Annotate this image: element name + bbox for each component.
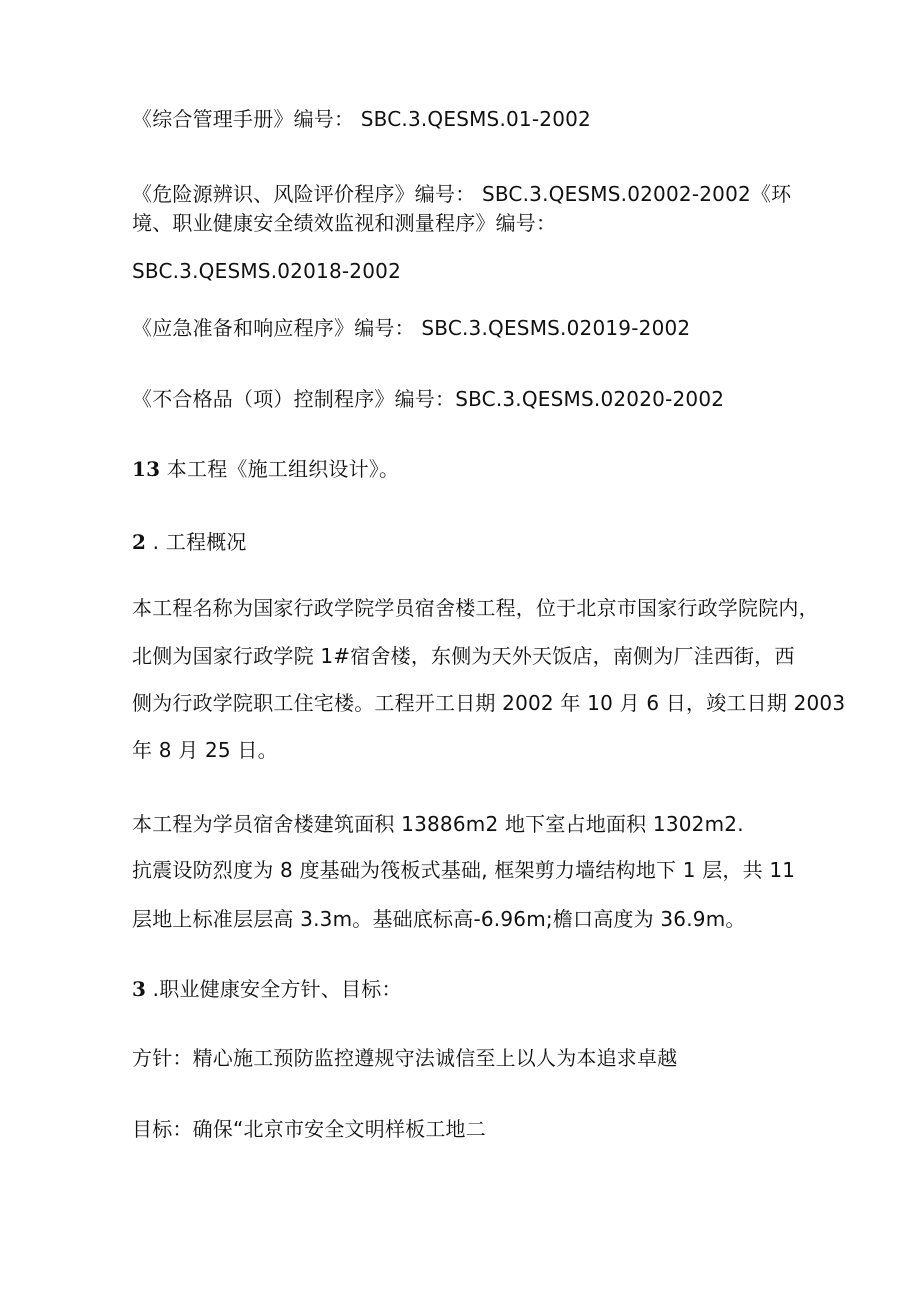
section-number: 3: [132, 977, 147, 1001]
reference-line-emergency: 《应急准备和响应程序》编号： SBC.3.QESMS.02019-2002: [132, 316, 691, 340]
building-paragraph-line-3: 层地上标准层层高 3.3m。基础底标高-6.96m;檐口高度为 36.9m。: [132, 907, 746, 931]
section-title: .职业健康安全方针、目标：: [146, 977, 402, 1001]
section-number: 2: [132, 530, 147, 554]
section-2-heading: [132, 529, 247, 555]
target-line: 目标：确保“北京市安全文明样板工地二: [132, 1117, 486, 1141]
reference-line-nonconforming: 《不合格品（项）控制程序》编号：SBC.3.QESMS.02020-2002: [132, 387, 725, 411]
reference-line-monitoring-code: SBC.3.QESMS.02018-2002: [132, 259, 401, 283]
item-text: 本工程《施工组织设计》。: [160, 457, 400, 481]
reference-line-hazard: 《危险源辨识、风险评价程序》编号： SBC.3.QESMS.02002-2002《环: [132, 182, 792, 206]
overview-paragraph-line-4: 年 8 月 25 日。: [132, 738, 278, 762]
overview-paragraph-line-2: 北侧为国家行政学院 1#宿舍楼，东侧为天外天饭店，南侧为厂洼西街，西: [132, 644, 795, 668]
policy-line: 方针：精心施工预防监控遵规守法诚信至上以人为本追求卓越: [132, 1046, 678, 1070]
item-13-line: [132, 456, 399, 482]
item-number: 13: [132, 457, 161, 481]
overview-paragraph-line-1: 本工程名称为国家行政学院学员宿舍楼工程，位于北京市国家行政学院院内，: [132, 596, 819, 620]
section-3-heading: [132, 976, 402, 1002]
overview-paragraph-line-3: 侧为行政学院职工住宅楼。工程开工日期 2002 年 10 月 6 日，竣工日期 2003: [132, 691, 846, 715]
reference-line-manual: 《综合管理手册》编号： SBC.3.QESMS.01-2002: [132, 107, 591, 131]
reference-line-monitoring: 境、职业健康安全绩效监视和测量程序》编号：: [132, 211, 557, 235]
section-title: . 工程概况: [146, 530, 247, 554]
building-paragraph-line-2: 抗震设防烈度为 8 度基础为筏板式基础, 框架剪力墙结构地下 1 层，共 11: [132, 858, 796, 882]
building-paragraph-line-1: 本工程为学员宿舍楼建筑面积 13886m2 地下室占地面积 1302m2.: [132, 812, 744, 836]
